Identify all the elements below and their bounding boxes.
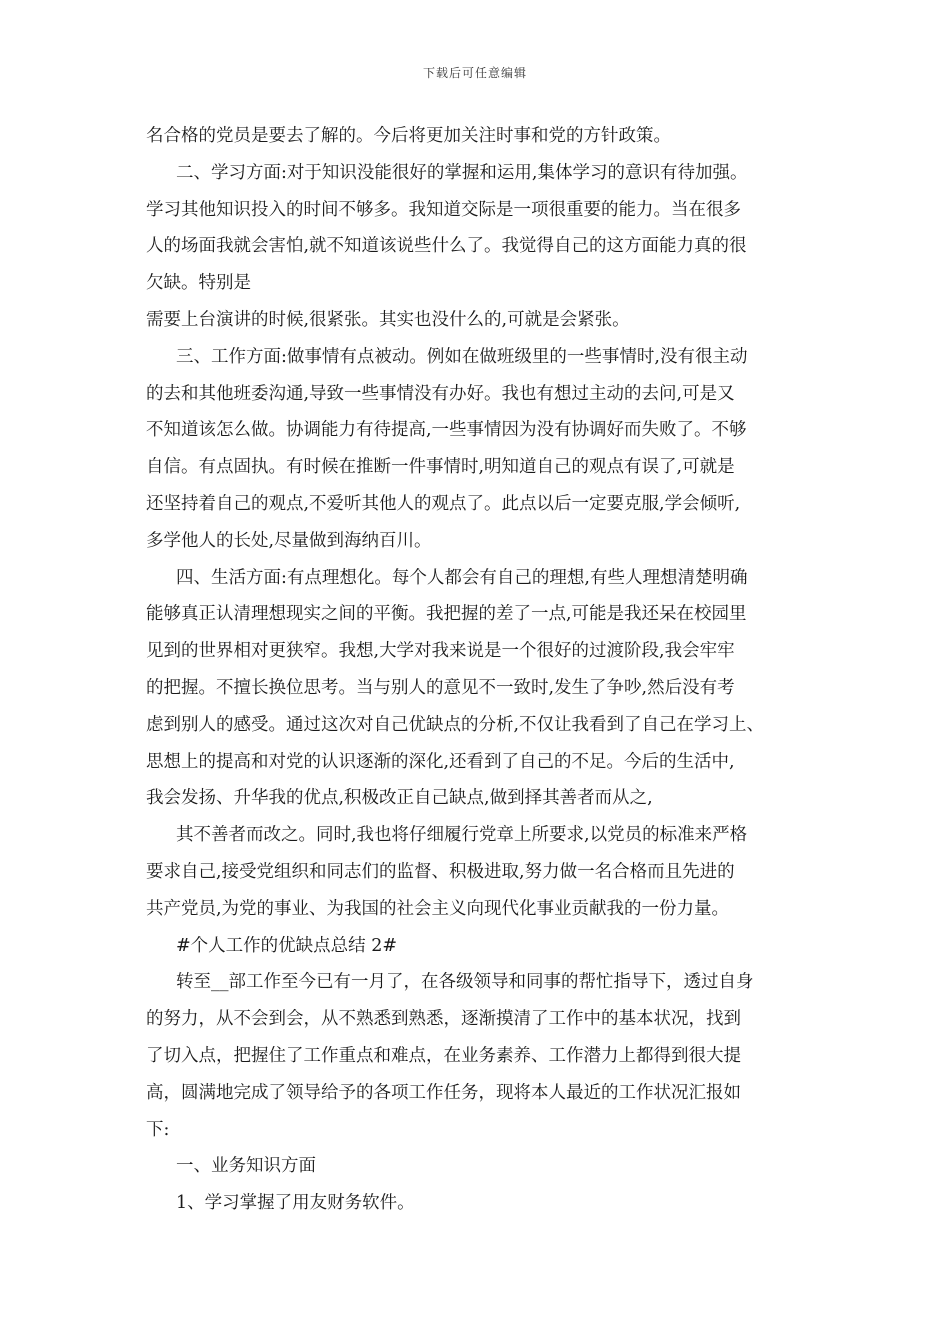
text-line: 自信。有点固执。有时候在推断一件事情时,明知道自己的观点有误了,可就是 xyxy=(146,457,735,478)
text-line: 虑到别人的感受。通过这次对自己优缺点的分析,不仅让我看到了自己在学习上、 xyxy=(146,714,765,735)
section-heading: #个人工作的优缺点总结 2# xyxy=(176,935,398,956)
text-line: 人的场面我就会害怕,就不知道该说些什么了。我觉得自己的这方面能力真的很 xyxy=(146,236,747,257)
text-line: 学习其他知识投入的时间不够多。我知道交际是一项很重要的能力。当在很多 xyxy=(146,199,741,220)
page-header: 下载后可任意编辑 xyxy=(422,66,527,80)
text-line: 的把握。不擅长换位思考。当与别人的意见不一致时,发生了争吵,然后没有考 xyxy=(146,677,735,698)
text-line: 的去和其他班委沟通,导致一些事情没有办好。我也有想过主动的去问,可是又 xyxy=(146,383,735,404)
text-line: 下: xyxy=(146,1119,170,1140)
text-line: 见到的世界相对更狭窄。我想,大学对我来说是一个很好的过渡阶段,我会牢牢 xyxy=(146,641,735,662)
text-line: 其不善者而改之。同时,我也将仔细履行党章上所要求,以党员的标准来严格 xyxy=(176,825,748,846)
text-line: 1、学习掌握了用友财务软件。 xyxy=(176,1193,415,1214)
text-line: 思想上的提高和对党的认识逐渐的深化,还看到了自己的不足。今后的生活中, xyxy=(146,751,735,772)
subsection-heading: 一、业务知识方面 xyxy=(176,1156,316,1177)
text-line: 要求自己,接受党组织和同志们的监督、积极进取,努力做一名合格而且先进的 xyxy=(146,861,735,882)
text-line: 了切入点，把握住了工作重点和难点，在业务素养、工作潜力上都得到很大提 xyxy=(146,1045,741,1066)
text-line: 二、学习方面:对于知识没能很好的掌握和运用,集体学习的意识有待加强。 xyxy=(176,162,748,183)
text-line: 不知道该怎么做。协调能力有待提高,一些事情因为没有协调好而失败了。不够 xyxy=(146,420,747,441)
text-line: 的努力，从不会到会，从不熟悉到熟悉，逐渐摸清了工作中的基本状况，找到 xyxy=(146,1009,741,1030)
text-line: 多学他人的长处,尽量做到海纳百川。 xyxy=(146,530,432,551)
text-line: 四、生活方面:有点理想化。每个人都会有自己的理想,有些人理想清楚明确 xyxy=(176,567,748,588)
text-line: 欠缺。特别是 xyxy=(146,273,251,294)
text-line: 能够真正认清理想现实之间的平衡。我把握的差了一点,可能是我还呆在校园里 xyxy=(146,604,747,625)
text-line: 需要上台演讲的时候,很紧张。其实也没什么的,可就是会紧张。 xyxy=(146,309,630,330)
text-line: 高，圆满地完成了领导给予的各项工作任务，现将本人最近的工作状况汇报如 xyxy=(146,1082,741,1103)
document-body xyxy=(146,118,816,1222)
text-line: 我会发扬、升华我的优点,积极改正自己缺点,做到择其善者而从之, xyxy=(146,788,653,809)
text-line: 共产党员,为党的事业、为我国的社会主义向现代化事业贡献我的一份力量。 xyxy=(146,898,730,919)
text-line: 名合格的党员是要去了解的。今后将更加关注时事和党的方针政策。 xyxy=(146,126,671,146)
text-line: 转至__部工作至今已有一月了，在各级领导和同事的帮忙指导下，透过自身 xyxy=(176,972,754,993)
text-line: 三、工作方面:做事情有点被动。例如在做班级里的一些事情时,没有很主动 xyxy=(176,346,748,367)
text-line: 还坚持着自己的观点,不爱听其他人的观点了。此点以后一定要克服,学会倾听, xyxy=(146,493,741,514)
